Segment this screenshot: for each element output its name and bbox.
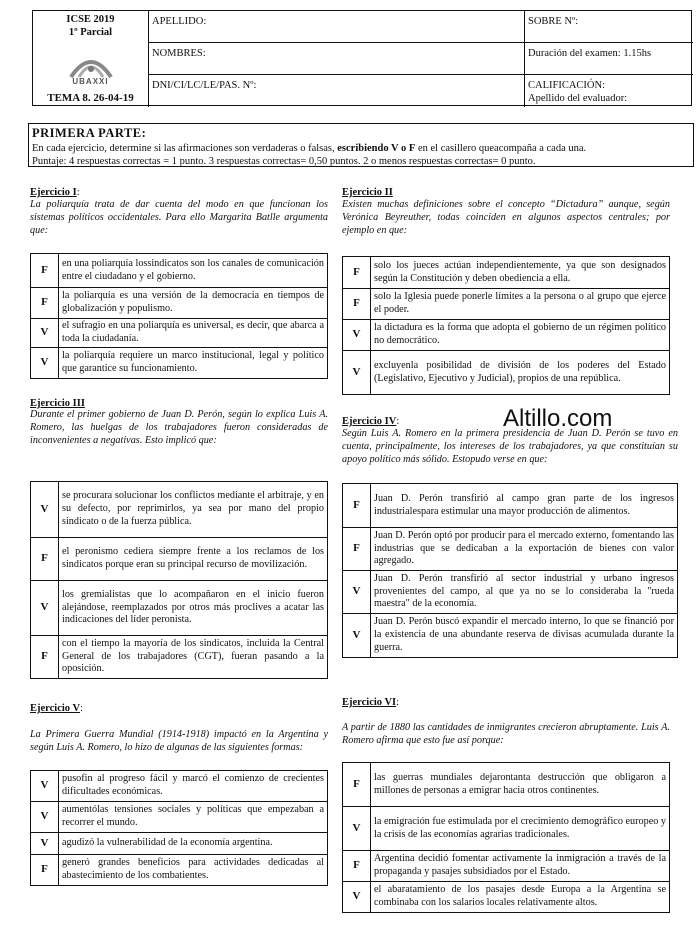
answer-box[interactable]: F xyxy=(343,257,371,289)
duracion-label: Duración del examen: 1.15hs xyxy=(525,43,693,75)
exercise-title-text: Ejercicio V xyxy=(30,703,81,714)
answer-table xyxy=(342,762,670,913)
exercise-title xyxy=(342,696,670,709)
table-row xyxy=(31,538,328,581)
answer-box[interactable]: F xyxy=(343,851,371,882)
answer-table xyxy=(30,253,328,379)
table-row xyxy=(343,320,670,351)
table-row xyxy=(343,882,670,913)
watermark: Altillo.com xyxy=(503,405,613,432)
exercise-title-suffix: : xyxy=(76,187,80,198)
answer-box[interactable]: V xyxy=(343,807,371,851)
table-row xyxy=(343,528,678,571)
exam-header xyxy=(32,10,692,106)
exercise-title xyxy=(30,186,328,199)
table-row xyxy=(343,257,670,289)
calificacion-field[interactable] xyxy=(525,75,693,107)
statement-text: agudizó la vulnerabilidad de la economía argentina. xyxy=(59,833,328,855)
exercise-title-text: Ejercicio II xyxy=(342,187,393,198)
exercise-title-text: Ejercicio III xyxy=(30,398,85,409)
exercise-title xyxy=(342,415,678,428)
table-row xyxy=(31,636,328,679)
table-row xyxy=(31,319,328,348)
statement-text: la poliarquía es una versión de la democracia en tiempos de globalización y populismo. xyxy=(59,288,328,319)
statement-text: la dictadura es la forma que adopta el gobierno de un régimen político no democrático. xyxy=(371,320,670,351)
table-row xyxy=(343,614,678,658)
exercise-intro: La poliarquía trata de dar cuenta del modo en que funcionan los sistemas políticos occidentales. Para ello Margarita Batlle argumenta que: xyxy=(30,199,328,236)
instructions-text-end: en el casillero queacompaña a cada una. xyxy=(415,142,587,154)
statement-text: aumentólas tensiones sociales y políticas que empezaban a recorrer el mundo. xyxy=(59,802,328,833)
evaluador-label: Apellido del evaluador: xyxy=(528,93,628,105)
exercise-title-suffix: : xyxy=(396,416,400,427)
instructions-box xyxy=(28,123,694,167)
statement-text: el sufragio en una poliarquía es universal, es decir, que abarca a toda la ciudadanía. xyxy=(59,319,328,348)
statement-text: pusofin al progreso fácil y marcó el comienzo de crecientes dificultades económicas. xyxy=(59,771,328,802)
table-row xyxy=(343,763,670,807)
instructions-emphasis: escribiendo V o F xyxy=(337,142,416,154)
statement-text: excluyenla posibilidad de división de los poderes del Estado (Legislativo, Ejecutivo y Judicial), propios de una república. xyxy=(371,351,670,395)
table-row xyxy=(31,802,328,833)
table-row xyxy=(343,484,678,528)
nombres-field[interactable]: NOMBRES: xyxy=(149,43,525,75)
table-row xyxy=(343,289,670,320)
table-row xyxy=(31,347,328,378)
exercise-intro: Según Luis A. Romero en la primera presidencia de Juan D. Perón se tuvo en cuenta, principalmente, los intereses de los trabajadores, ya que constituían su apoyo político más sólido. Estopudo verse en que: xyxy=(342,428,678,465)
statement-text: Juan D. Perón optó por producir para el mercado externo, fomentando las industrias que se dedicaban a la exportación de bienes con valor agregado. xyxy=(371,528,678,571)
answer-box[interactable]: V xyxy=(343,571,371,614)
statement-text: Juan D. Perón buscó expandir el mercado interno, lo que se financió por la existencia de una abundante reserva de divisas acumulada durante la guerra. xyxy=(371,614,678,658)
apellido-field[interactable]: APELLIDO: xyxy=(149,11,525,43)
answer-box[interactable]: F xyxy=(31,855,59,886)
answer-box[interactable]: F xyxy=(343,484,371,528)
statement-text: Juan D. Perón transfirió al campo gran parte de los ingresos industrialespara estimular una mayor producción de alimentos. xyxy=(371,484,678,528)
answer-box[interactable]: F xyxy=(31,254,59,288)
table-row xyxy=(343,571,678,614)
exercise-title-text: Ejercicio VI xyxy=(342,697,397,708)
answer-box[interactable]: V xyxy=(31,802,59,833)
logo-text: UBAXXI xyxy=(72,77,109,86)
statement-text: el peronismo cediera siempre frente a los reclamos de los sindicatos porque eran su principal recurso de movilización. xyxy=(59,538,328,581)
answer-box[interactable]: V xyxy=(31,771,59,802)
answer-box[interactable]: F xyxy=(31,288,59,319)
statement-text: Juan D. Perón transfirió al sector industrial y urbano ingresos provenientes del campo, al que ya no se lo consideraba la "rueda maestra" de la economía. xyxy=(371,571,678,614)
answer-box[interactable]: V xyxy=(343,882,371,913)
statement-text: las guerras mundiales dejarontanta destrucción que obligaron a millones de personas a emigrar hacia otros continentes. xyxy=(371,763,670,807)
statement-text: los gremialistas que lo acompañaron en el inicio fueron alejándose, reemplazados por otros más proclives a acatar las indicaciones del líder peronista. xyxy=(59,581,328,636)
answer-box[interactable]: F xyxy=(31,538,59,581)
answer-box[interactable]: V xyxy=(31,833,59,855)
answer-table xyxy=(342,483,678,658)
answer-table xyxy=(342,256,670,395)
table-row xyxy=(343,851,670,882)
section-title: PRIMERA PARTE: xyxy=(32,126,147,140)
instructions-line xyxy=(32,142,690,155)
exam-identification xyxy=(33,11,149,107)
exercise-title xyxy=(30,702,328,715)
exercise-title-suffix: : xyxy=(80,703,83,714)
table-row xyxy=(343,807,670,851)
statement-text: solo los jueces actúan independientemente, ya que son designados según la Constitución y deben obediencia a ella. xyxy=(371,257,670,289)
statement-text: se procurara solucionar los conflictos mediante el arbitraje, y en su defecto, por reprimirlos, ya sea por mano del propio sindicato o de la fuerza pública. xyxy=(59,482,328,538)
exercise-title xyxy=(342,186,670,199)
answer-box[interactable]: V xyxy=(343,614,371,658)
answer-box[interactable]: V xyxy=(31,319,59,348)
table-row xyxy=(343,351,670,395)
course-label: ICSE 2019 xyxy=(66,14,115,25)
table-row xyxy=(31,833,328,855)
answer-table xyxy=(30,770,328,886)
statement-text: Argentina decidió fomentar activamente la inmigración a través de la propaganda y pasajes subsidiados por el Estado. xyxy=(371,851,670,882)
answer-box[interactable]: V xyxy=(31,347,59,378)
table-row xyxy=(31,288,328,319)
answer-box[interactable]: V xyxy=(31,581,59,636)
table-row xyxy=(31,855,328,886)
exercise-intro: Existen muchas definiciones sobre el concepto “Dictadura” aunque, según Verónica Beyreuther, todas coinciden en algunos aspectos centrales; por ejemplo en que: xyxy=(342,199,670,236)
sobre-field[interactable]: SOBRE Nº: xyxy=(525,11,693,43)
instructions-text: En cada ejercicio, determine si las afirmaciones son verdaderas o falsas, xyxy=(32,142,338,154)
answer-box[interactable]: V xyxy=(343,351,371,395)
tema-label: TEMA 8. 26-04-19 xyxy=(47,92,134,105)
table-row xyxy=(31,581,328,636)
table-row xyxy=(31,254,328,288)
statement-text: con el tiempo la mayoría de los sindicatos, incluida la Central General de los trabajadores (CGT), fueran pasando a la oposición. xyxy=(59,636,328,679)
answer-box[interactable]: F xyxy=(343,763,371,807)
table-row xyxy=(31,771,328,802)
answer-box[interactable]: F xyxy=(343,528,371,571)
answer-box[interactable]: V xyxy=(343,320,371,351)
statement-text: generó grandes beneficios para actividades dedicadas al abastecimiento de los combatientes. xyxy=(59,855,328,886)
exercise-intro: Durante el primer gobierno de Juan D. Perón, según lo explica Luis A. Romero, las huelgas de los trabajadores fueron consideradas de inconvenientes a negativas. Esto implicó que: xyxy=(30,409,328,446)
answer-table xyxy=(30,481,328,679)
exercise-title-text: Ejercicio IV xyxy=(342,416,397,427)
exercise-title-text: Ejercicio I xyxy=(30,187,77,198)
exercise-title-suffix: : xyxy=(396,697,400,708)
scoring-line: Puntaje: 4 respuestas correctas = 1 punto. 3 respuestas correctas= 0,50 puntos. 2 o menos respuestas correctas= 0 punto. xyxy=(32,155,536,167)
ubaxxi-logo-icon xyxy=(63,51,119,79)
calificacion-label: CALIFICACIÓN: xyxy=(528,80,606,91)
statement-text: el abaratamiento de los pasajes desde Europa a la Argentina se combinaba con los salarios locales relativamente altos. xyxy=(371,882,670,913)
statement-text: la emigración fue estimulada por el crecimiento demográfico europeo y la crisis de las economías agrarias tradicionales. xyxy=(371,807,670,851)
exam-label: 1º Parcial xyxy=(68,27,113,39)
statement-text: la poliarquía requiere un marco institucional, legal y político que garantice su funcionamiento. xyxy=(59,347,328,378)
answer-box[interactable]: V xyxy=(31,482,59,538)
answer-box[interactable]: F xyxy=(343,289,371,320)
dni-field[interactable]: DNI/CI/LC/LE/PAS. Nº: xyxy=(149,75,525,107)
statement-text: solo la Iglesia puede ponerle límites a la persona o al grupo que ejerce el poder. xyxy=(371,289,670,320)
exercise-intro: A partir de 1880 las cantidades de inmigrantes crecieron abruptamente. Luis A. Romero afirma que esto fue así porque: xyxy=(342,722,670,746)
statement-text: en una poliarquía lossindicatos son los canales de comunicación entre el ciudadano y el gobierno. xyxy=(59,254,328,288)
exercise-intro: La Primera Guerra Mundial (1914-1918) impactó en la Argentina y según Luis A. Romero, lo hizo de algunas de las siguientes formas: xyxy=(30,729,328,753)
answer-box[interactable]: F xyxy=(31,636,59,679)
table-row xyxy=(31,482,328,538)
